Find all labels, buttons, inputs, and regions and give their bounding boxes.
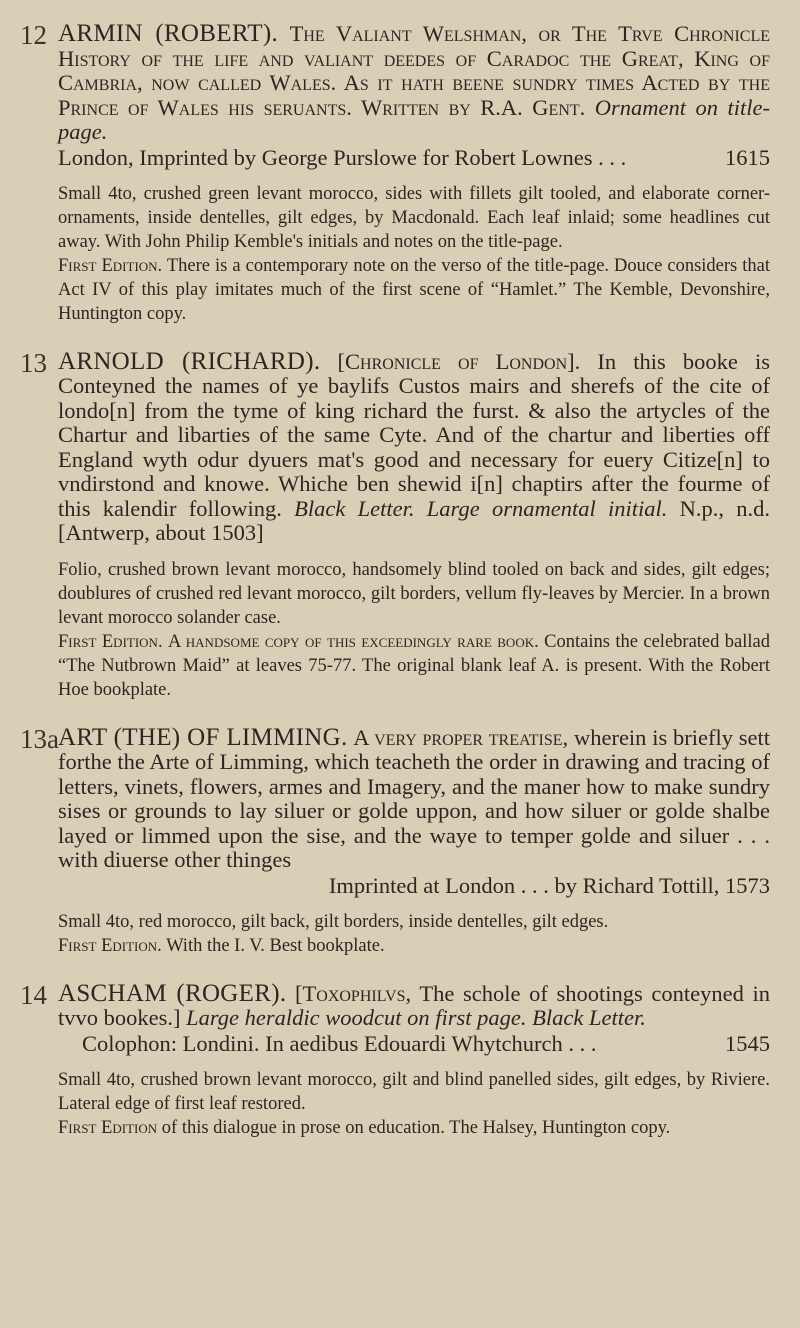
entry-ornament: Ornament on title-page. xyxy=(58,94,771,144)
imprint-text: Colophon: Londini. In aedibus Edouardi Whytchurch . . . xyxy=(82,1030,597,1056)
entry-note xyxy=(58,934,770,958)
note-label: First Edition. xyxy=(58,935,162,956)
entry-title: The Valiant Welshman, or The Trve Chronicle History of the life and valiant deedes of Caradoc the Great, King of Cambria, now called Wales. As it hath beene sundry times Acted by the Prince of Wales his seruants. Written by R.A. Gent. xyxy=(58,21,771,120)
imprint-year: 1573 xyxy=(725,872,770,898)
entry-description: Small 4to, crushed brown levant morocco, gilt and blind panelled sides, gilt edges, by Riviere. Lateral edge of first leaf restored. xyxy=(58,1069,770,1114)
entry-ornament: Large heraldic woodcut on first page. Black Letter. xyxy=(186,1005,646,1030)
entry-number: 12 xyxy=(20,20,47,50)
entry-note xyxy=(58,254,770,326)
catalogue-entry-14 xyxy=(20,979,771,1140)
entry-description: Small 4to, red morocco, gilt back, gilt borders, inside dentelles, gilt edges. xyxy=(58,911,609,932)
entry-note xyxy=(58,1116,770,1140)
imprint-text: London, Imprinted by George Purslowe for Robert Lownes . . . xyxy=(58,144,627,170)
entry-title: The schole of shootings conteyned in tvvo bookes.] xyxy=(58,980,771,1030)
note-text: With the I. V. Best bookplate. xyxy=(166,935,385,956)
entry-heading xyxy=(58,723,771,873)
entry-description: Small 4to, crushed green levant morocco, sides with fillets gilt tooled, and elaborate corner-ornaments, inside dentelles, gilt edges, by Macdonald. Each leaf inlaid; some headlines cut away. With John Philip Kemble's initials and notes on the title-page. xyxy=(58,183,770,252)
imprint-year: 1545 xyxy=(725,1030,770,1056)
note-label: First Edition. xyxy=(58,255,163,276)
entry-number: 13 xyxy=(20,347,47,378)
entry-note xyxy=(58,630,770,702)
note-label: First Edition xyxy=(58,1117,158,1138)
entry-imprint: N.p., n.d. [Antwerp, about 1503] xyxy=(58,495,770,545)
note-label: First Edition. xyxy=(58,631,163,652)
entry-imprint xyxy=(58,145,770,170)
imprint-year: 1615 xyxy=(725,144,770,170)
entry-author: ASCHAM (ROGER). xyxy=(58,979,287,1007)
entry-title-bracket: [Chronicle of London]. xyxy=(337,348,581,374)
entry-author: ART (THE) OF LIMMING. xyxy=(58,723,348,751)
catalogue-entry-13 xyxy=(20,347,771,702)
entry-title-bracket: [Toxophilvs, xyxy=(295,980,412,1006)
entry-number: 13a xyxy=(20,723,59,754)
note-text: There is a contemporary note on the verso of the title-page. Douce considers that Act IV of this play imitates much of the first scene of “Hamlet.” The Kemble, Devonshire, Huntington copy. xyxy=(58,255,771,324)
entry-heading xyxy=(58,979,771,1031)
entry-title: wherein is briefly sett forthe the Arte of Limming, which teacheth the order in drawing and tracing of letters, vinets, flowers, armes and Imagery, and the maner how to make sundry sises or grounds to lay siluer or golde uppon, and how siluer or golde shalbe layed or limmed upon the sise, and the waye to temper golde and siluer . . . with diuerse other thinges xyxy=(58,724,771,872)
imprint-text: Imprinted at London . . . by Richard Tottill, xyxy=(328,872,720,898)
catalogue-entry-13a xyxy=(20,723,771,958)
entry-heading xyxy=(58,347,770,546)
catalogue-entry-12 xyxy=(20,22,770,326)
entry-title-caps: A very proper treatise, xyxy=(353,724,569,750)
entry-imprint xyxy=(58,1031,770,1056)
entry-imprint xyxy=(58,873,770,898)
note-text: Contains the celebrated ballad “The Nutbrown Maid” at leaves 75-77. The original blank leaf A. is present. With the Robert Hoe bookplate. xyxy=(58,631,771,700)
entry-letter: Black Letter. Large ornamental initial. xyxy=(294,495,668,521)
note-caps: A handsome copy of this exceedingly rare book. xyxy=(168,631,539,652)
entry-author: ARNOLD (RICHARD). xyxy=(58,347,321,375)
entry-description: Folio, crushed brown levant morocco, handsomely blind tooled on back and sides, gilt edges; doublures of crushed red levant morocco, gilt borders, vellum fly-leaves by Mercier. In a brown levant morocco solander case. xyxy=(58,559,770,628)
entry-author: ARMIN (ROBERT). xyxy=(58,20,279,47)
entry-heading xyxy=(58,22,770,145)
entry-number: 14 xyxy=(20,979,47,1010)
entry-title: In this booke is Conteyned the names of ye baylifs Custos mairs and sherefs of the cite of londo[n] from the tyme of king richard the furst. & also the artycles of the Chartur and libarties of the same Cyte. And of the chartur and liberties off England wyth odur dyuers mat's good and necessary for euery Citize[n] to vndirstond and knowe. Whiche ben shewid i[n] chaptirs after the fourme of this kalendir following. xyxy=(58,348,770,521)
note-text: of this dialogue in prose on education. The Halsey, Huntington copy. xyxy=(161,1117,671,1138)
